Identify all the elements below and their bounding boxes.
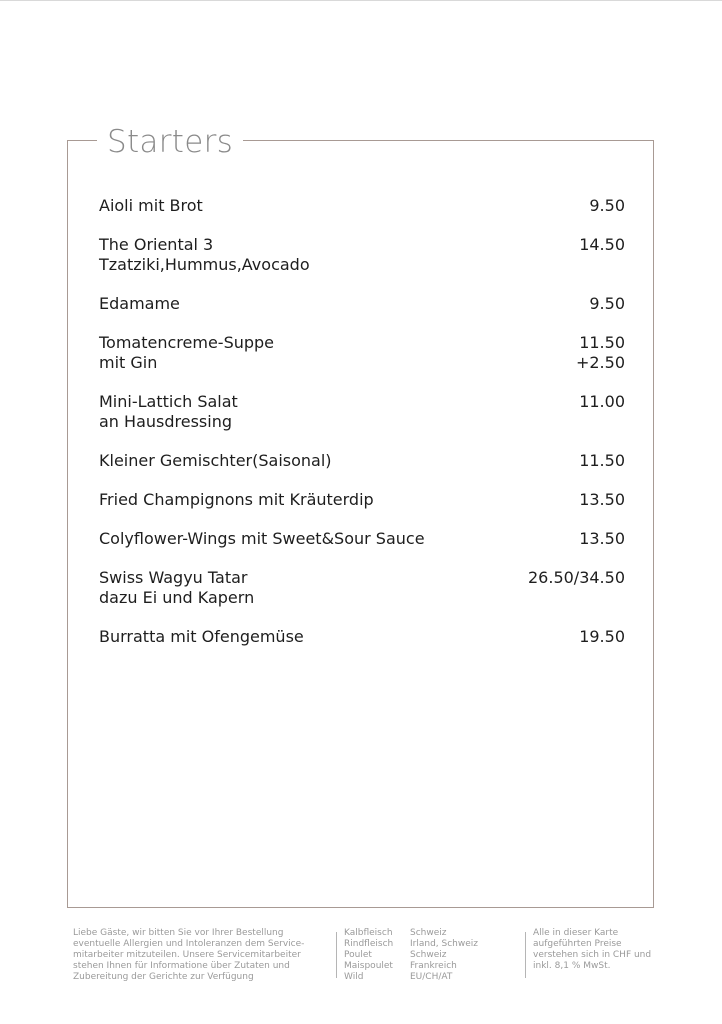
menu-item-name: Aioli mit Brot (99, 196, 203, 215)
origin-row (344, 928, 514, 939)
meat-type: Maispoulet (344, 961, 393, 971)
origin-row (344, 939, 514, 950)
meat-origin: Schweiz (410, 928, 447, 938)
origin-row (344, 961, 514, 972)
menu-item-description: mit Gin (99, 353, 158, 372)
menu-item-name: Tomatencreme-Suppe (99, 333, 275, 352)
menu-item-price: 13.50 (579, 529, 625, 548)
menu-item (99, 196, 625, 216)
menu-item (99, 529, 625, 549)
menu-item-name: Swiss Wagyu Tatar (99, 568, 248, 587)
menu-item (99, 294, 625, 314)
meat-origin: Frankreich (410, 961, 457, 971)
menu-item-name: Burratta mit Ofengemüse (99, 627, 304, 646)
price-note: Alle in dieser Karte aufgeführten Preise verstehen sich in CHF und inkl. 8,1 % MwSt. (533, 928, 652, 971)
origin-row (344, 972, 514, 983)
origin-row (344, 950, 514, 961)
menu-item-name: Edamame (99, 294, 180, 313)
menu-item-price: 26.50/34.50 (528, 568, 625, 587)
menu-items-list (99, 196, 625, 666)
menu-item-description: dazu Ei und Kapern (99, 588, 255, 607)
menu-item (99, 392, 625, 432)
menu-item-price: 11.50 (579, 451, 625, 470)
menu-item-price: 11.50 (579, 333, 625, 352)
menu-item (99, 451, 625, 471)
menu-item (99, 333, 625, 373)
meat-type: Rindfleisch (344, 939, 394, 949)
menu-item (99, 568, 625, 608)
menu-item-extra-price: +2.50 (575, 353, 625, 372)
meat-origin: Schweiz (410, 950, 447, 960)
meat-origin: Irland, Schweiz (410, 939, 478, 949)
meat-type: Poulet (344, 950, 372, 960)
menu-item-price: 13.50 (579, 490, 625, 509)
menu-item-name: Fried Champignons mit Kräuterdip (99, 490, 374, 509)
menu-item-name: Mini-Lattich Salat (99, 392, 238, 411)
meat-type: Kalbfleisch (344, 928, 393, 938)
meat-origin-list (344, 928, 514, 983)
section-title: Starters (97, 121, 243, 163)
menu-item-name: The Oriental 3 (99, 235, 214, 254)
meat-origin: EU/CH/AT (410, 972, 453, 982)
footer-divider (525, 932, 526, 978)
menu-item-name: Kleiner Gemischter(Saisonal) (99, 451, 332, 470)
menu-item-name: Colyflower-Wings mit Sweet&Sour Sauce (99, 529, 425, 548)
menu-item-price: 19.50 (579, 627, 625, 646)
menu-item (99, 490, 625, 510)
footer-divider (336, 932, 337, 978)
menu-item (99, 627, 625, 647)
menu-item-price: 14.50 (579, 235, 625, 254)
menu-item-price: 9.50 (589, 294, 625, 313)
menu-item-description: Tzatziki,Hummus,Avocado (99, 255, 310, 274)
top-divider (0, 0, 722, 1)
meat-type: Wild (344, 972, 364, 982)
menu-item (99, 235, 625, 275)
menu-item-price: 9.50 (589, 196, 625, 215)
menu-item-description: an Hausdressing (99, 412, 232, 431)
menu-item-price: 11.00 (579, 392, 625, 411)
allergy-note: Liebe Gäste, wir bitten Sie vor Ihrer Bestellung eventuelle Allergien und Intoleranzen dem Service-mitarbeiter mitzuteilen. Unsere Servicemitarbeiter stehen Ihnen für Informatione über Zutaten und Zubereitung der Gerichte zur Verfügung (73, 928, 305, 982)
